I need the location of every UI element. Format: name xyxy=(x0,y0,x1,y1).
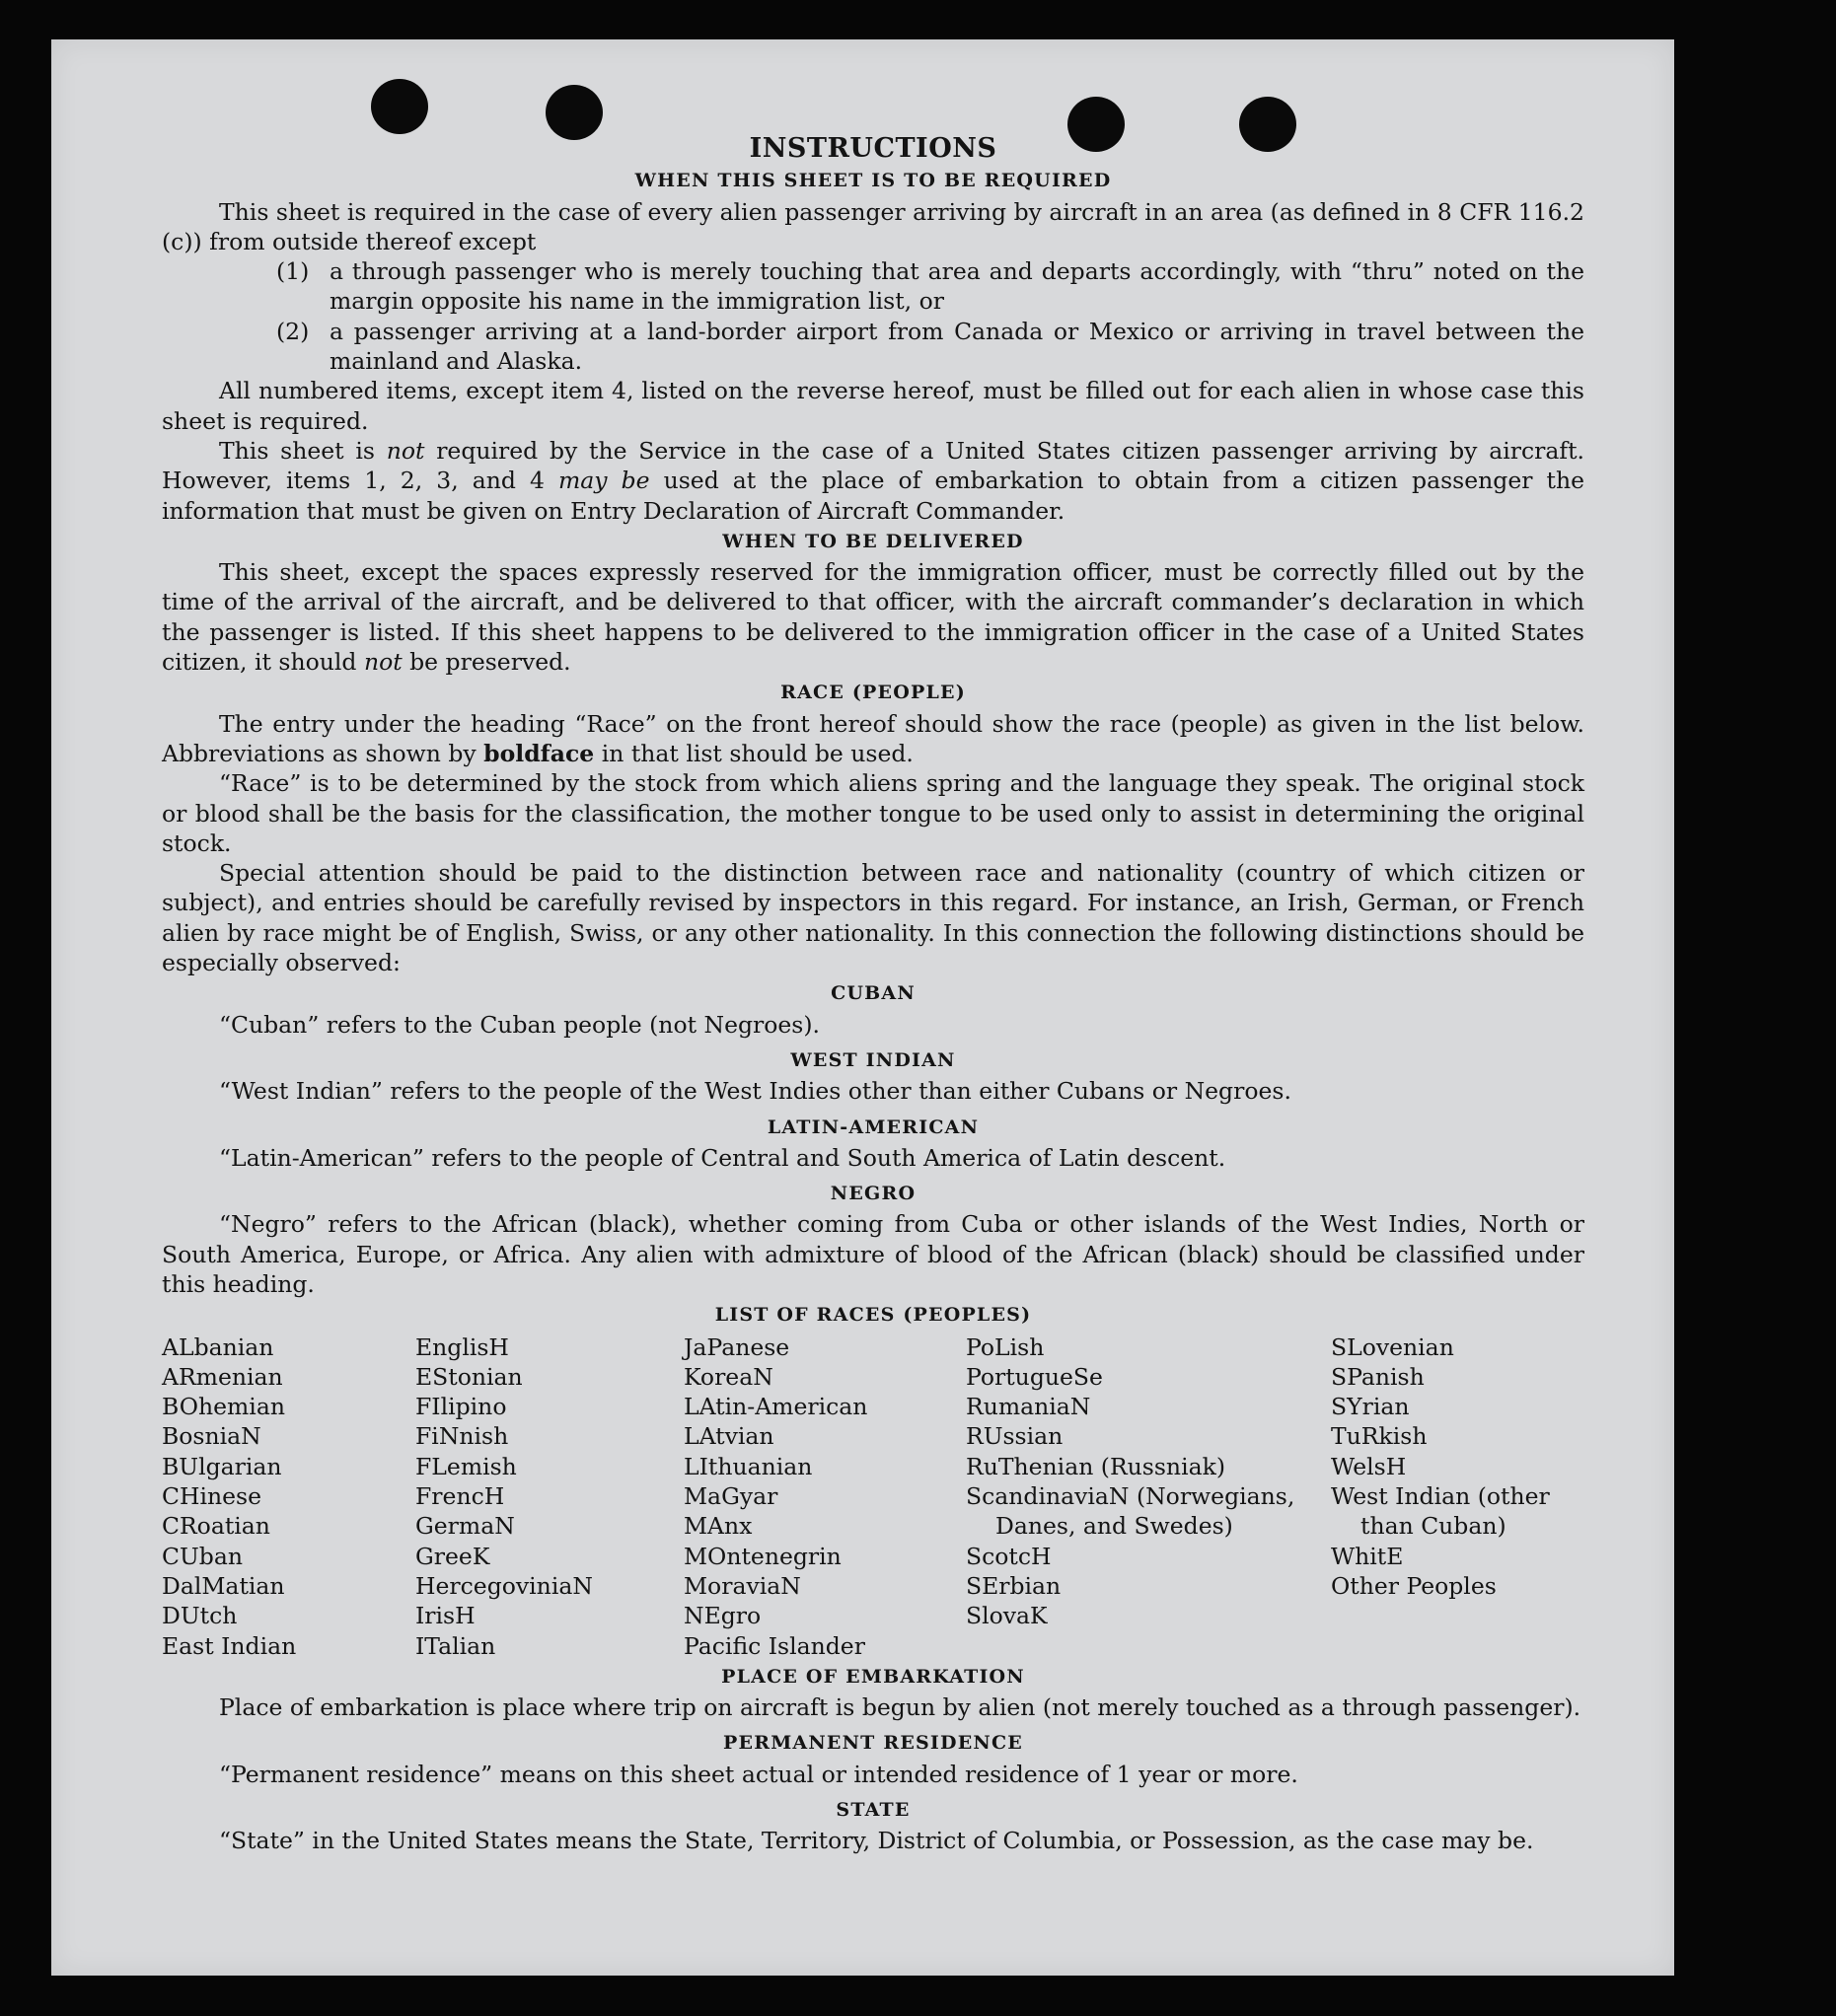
race-list xyxy=(162,1332,1584,1661)
paragraph: “Cuban” refers to the Cuban people (not Negroes). xyxy=(219,1010,821,1039)
race-item: LIthuanian xyxy=(684,1452,813,1480)
race-item: GermaN xyxy=(415,1512,515,1541)
paragraph: “Race” is to be determined by the stock from which aliens spring and the language they speak. The original stock or blood shall be the basis for the classification, the mother tongue to be used only to assist in determining the original stock. xyxy=(162,769,1584,857)
race-item: HercegoviniaN xyxy=(415,1571,593,1600)
race-item: ALbanian xyxy=(162,1332,274,1361)
section-heading: STATE xyxy=(836,1799,911,1822)
item-text: a through passenger who is merely touching that area and departs accordingly, with “thru” noted on the margin opposite his name in the immigration list, or xyxy=(330,257,1584,316)
race-item: West Indian (other than Cuban) xyxy=(1331,1482,1550,1541)
section-heading: CUBAN xyxy=(831,982,916,1005)
text-run: in that list should be used. xyxy=(594,739,914,767)
race-item: RumaniaN xyxy=(966,1393,1091,1421)
paragraph: Place of embarkation is place where trip on aircraft is begun by alien (not merely touched as a through passenger). xyxy=(219,1693,1581,1722)
race-item: WhitE xyxy=(1331,1542,1404,1570)
race-item: ITalian xyxy=(415,1631,496,1660)
section-heading: WEST INDIAN xyxy=(790,1048,956,1071)
list-item xyxy=(276,317,1584,377)
section-heading: WHEN TO BE DELIVERED xyxy=(722,530,1024,552)
race-item: SErbian xyxy=(966,1571,1062,1600)
race-item: DUtch xyxy=(162,1602,238,1630)
race-item: BOhemian xyxy=(162,1393,285,1421)
text-run: The entry under the heading “Race” on the front hereof should show the race (people) as given in the list below. Abbreviations as shown by xyxy=(162,709,1584,767)
text-run: required by the Service in the case of a United States citizen passenger arriving by aircraft. However, items 1, 2, 3, and 4 xyxy=(162,436,1584,495)
paragraph xyxy=(162,557,1584,677)
text-run: used at the place of embarkation to obtain from a citizen passenger the information that must be given on Entry Declaration of Aircraft Commander. xyxy=(162,467,1584,525)
race-item: RuThenian (Russniak) xyxy=(966,1452,1225,1480)
race-item: WelsH xyxy=(1331,1452,1407,1480)
instructions-content xyxy=(162,134,1584,1856)
race-item: RUssian xyxy=(966,1422,1064,1451)
race-item: SlovaK xyxy=(966,1602,1048,1630)
bold-text: boldface xyxy=(483,739,595,767)
paragraph: Special attention should be paid to the distinction between race and nationality (country of which citizen or subject), and entries should be carefully revised by inspectors in this regard. For instance, an Irish, German, or French alien by race might be of English, Swiss, or any other nationality. In this connection the following distinctions should be especially observed: xyxy=(162,859,1584,977)
paragraph: “Latin-American” refers to the people of Central and South America of Latin descent. xyxy=(219,1143,1226,1172)
paragraph: “Negro” refers to the African (black), whether coming from Cuba or other islands of the West Indies, North or South America, Europe, or Africa. Any alien with admixture of blood of the African (black) should be classified under this heading. xyxy=(162,1210,1584,1298)
text-run: be preserved. xyxy=(402,648,571,677)
race-item: LAtin-American xyxy=(684,1393,868,1421)
race-item: MaGyar xyxy=(684,1482,778,1511)
section-heading: PLACE OF EMBARKATION xyxy=(721,1665,1025,1688)
race-item: EnglisH xyxy=(415,1332,509,1361)
paragraph: This sheet is required in the case of every alien passenger arriving by aircraft in an area (as defined in 8 CFR 116.2 (c)) from outside thereof except xyxy=(162,197,1584,255)
item-number: (2) xyxy=(276,317,310,345)
paragraph xyxy=(162,709,1584,769)
race-item: East Indian xyxy=(162,1631,297,1660)
race-item: ScotcH xyxy=(966,1542,1052,1570)
paragraph: “West Indian” refers to the people of the West Indies other than either Cubans or Negroes. xyxy=(219,1077,1291,1106)
race-item: CHinese xyxy=(162,1482,261,1511)
race-item: BosniaN xyxy=(162,1422,261,1451)
race-item: MOntenegrin xyxy=(684,1542,842,1570)
item-number: (1) xyxy=(276,257,310,286)
punch-hole xyxy=(546,85,603,140)
race-item: MAnx xyxy=(684,1512,753,1541)
race-item: BUlgarian xyxy=(162,1452,282,1480)
race-item: DalMatian xyxy=(162,1571,285,1600)
section-heading: PERMANENT RESIDENCE xyxy=(723,1732,1023,1755)
race-column xyxy=(162,1332,415,1661)
race-item: PoLish xyxy=(966,1332,1045,1361)
section-heading: RACE (PEOPLE) xyxy=(780,682,966,704)
section-heading: LATIN-AMERICAN xyxy=(767,1116,980,1138)
section-heading: NEGRO xyxy=(830,1183,917,1205)
race-item: KoreaN xyxy=(684,1362,773,1391)
race-item: NEgro xyxy=(684,1602,762,1630)
page-title: INSTRUCTIONS xyxy=(749,133,997,164)
paragraph: “Permanent residence” means on this sheet actual or intended residence of 1 year or more. xyxy=(219,1760,1298,1788)
section-heading: LIST OF RACES (PEOPLES) xyxy=(714,1304,1032,1327)
race-item: Other Peoples xyxy=(1331,1571,1497,1600)
emphasis: may be xyxy=(557,467,650,495)
race-item: TuRkish xyxy=(1331,1422,1428,1451)
race-item: LAtvian xyxy=(684,1422,774,1451)
race-item: SPanish xyxy=(1331,1362,1425,1391)
text-run: This sheet is xyxy=(219,436,387,465)
race-column xyxy=(415,1332,684,1661)
race-item: JaPanese xyxy=(684,1332,790,1361)
race-item: EStonian xyxy=(415,1362,523,1391)
race-item: FLemish xyxy=(415,1452,517,1480)
paragraph: All numbered items, except item 4, listed on the reverse hereof, must be filled out for each alien in whose case this sheet is required. xyxy=(162,377,1584,435)
race-column xyxy=(1331,1332,1584,1661)
race-item: CRoatian xyxy=(162,1512,270,1541)
race-item: Pacific Islander xyxy=(684,1631,865,1660)
race-item: ScandinaviaN (Norwegians, Danes, and Swedes) xyxy=(966,1482,1295,1541)
punch-hole xyxy=(371,79,428,134)
race-item: FIlipino xyxy=(415,1393,507,1421)
race-item: PortugueSe xyxy=(966,1362,1103,1391)
race-item: SLovenian xyxy=(1331,1332,1454,1361)
race-column xyxy=(684,1332,966,1661)
emphasis: not xyxy=(386,436,425,465)
race-item: MoraviaN xyxy=(684,1571,801,1600)
paragraph: “State” in the United States means the State, Territory, District of Columbia, or Possession, as the case may be. xyxy=(219,1827,1534,1855)
race-item: SYrian xyxy=(1331,1393,1410,1421)
race-item: FiNnish xyxy=(415,1422,509,1451)
race-item: ARmenian xyxy=(162,1362,283,1391)
race-item: IrisH xyxy=(415,1602,476,1630)
race-item: CUban xyxy=(162,1542,243,1570)
section-heading: WHEN THIS SHEET IS TO BE REQUIRED xyxy=(634,170,1112,192)
item-text: a passenger arriving at a land-border airport from Canada or Mexico or arriving in travel between the mainland and Alaska. xyxy=(330,317,1584,376)
document-page xyxy=(51,39,1674,1976)
emphasis: not xyxy=(363,648,403,677)
race-item: FrencH xyxy=(415,1482,505,1511)
text-run: This sheet, except the spaces expressly reserved for the immigration officer, must be correctly filled out by the time of the arrival of the aircraft, and be delivered to that officer, with the aircraft commander’s declaration in which the passenger is listed. If this sheet happens to be delivered to the immigration officer in the case of a United States citizen, it should xyxy=(162,558,1584,677)
race-item: GreeK xyxy=(415,1542,490,1570)
list-item xyxy=(276,256,1584,317)
race-column xyxy=(966,1332,1331,1661)
paragraph xyxy=(162,436,1584,526)
